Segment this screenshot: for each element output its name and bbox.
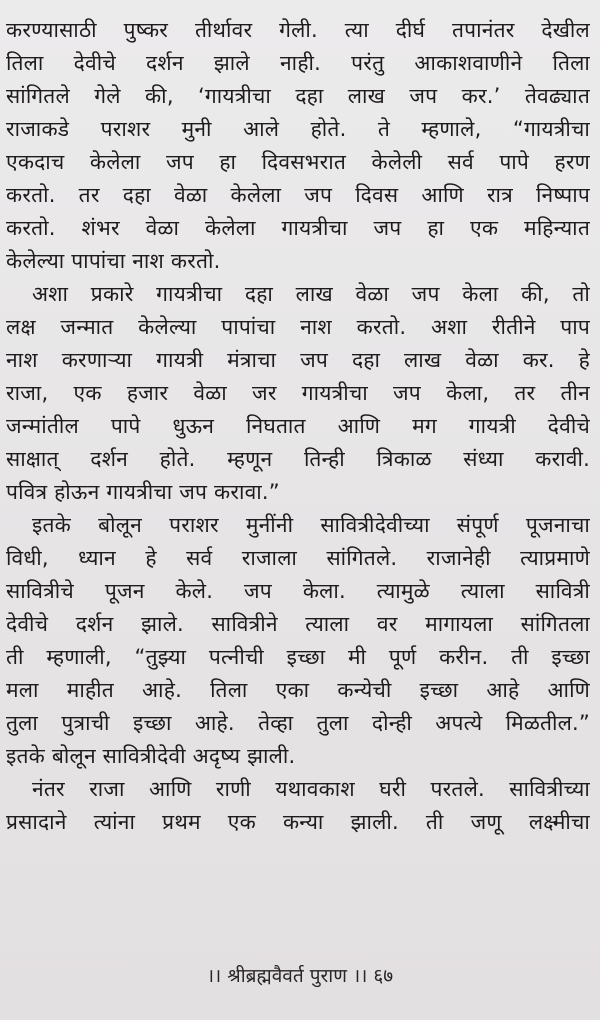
text-line: करतो. तर दहा वेळा केलेला जप दिवस आणि रात्र निष्पाप: [6, 183, 590, 207]
text-line: ती म्हणाली, “तुझ्या पत्नीची इच्छा मी पूर्ण करीन. ती इच्छा: [6, 645, 590, 669]
text-line: जन्मांतील पापे धुऊन निघतात आणि मग गायत्री देवीचे: [6, 414, 590, 438]
text-line: राजा, एक हजार वेळा जर गायत्रीचा जप केला, तर तीन: [6, 381, 590, 405]
text-line: पवित्र होऊन गायत्रीचा जप करावा.”: [6, 480, 280, 504]
text-line: लक्ष जन्मात केलेल्या पापांचा नाश करतो. अशा रीतीने पाप: [6, 315, 590, 339]
text-line: सावित्रीचे पूजन केले. जप केला. त्यामुळे त्याला सावित्री: [6, 579, 590, 603]
paragraph-start-line: इतके बोलून पराशर मुनींनी सावित्रीदेवीच्या संपूर्ण पूजनाचा: [32, 513, 590, 537]
text-line: राजाकडे पराशर मुनी आले होते. ते म्हणाले, “गायत्रीचा: [6, 117, 590, 141]
text-line: इतके बोलून सावित्रीदेवी अदृष्य झाली.: [6, 744, 296, 768]
text-line: केलेल्या पापांचा नाश करतो.: [6, 249, 221, 273]
text-line: देवीचे दर्शन झाले. सावित्रीने त्याला वर मागायला सांगितला: [6, 612, 590, 636]
text-line: सांगितले गेले की, ‘गायत्रीचा दहा लाख जप कर.’ तेवढ्यात: [6, 84, 590, 108]
text-line: तुला पुत्राची इच्छा आहे. तेव्हा तुला दोन्ही अपत्ये मिळतील.”: [6, 711, 590, 735]
paragraph-start-line: अशा प्रकारे गायत्रीचा दहा लाख वेळा जप केला की, तो: [32, 282, 590, 306]
text-line: करतो. शंभर वेळा केलेला गायत्रीचा जप हा एक महिन्यात: [6, 216, 590, 240]
text-line: नाश करणाऱ्या गायत्री मंत्राचा जप दहा लाख वेळा कर. हे: [6, 348, 590, 372]
page-body: [6, 14, 590, 839]
text-line: मला माहीत आहे. तिला एका कन्येची इच्छा आहे आणि: [6, 678, 590, 702]
text-line: साक्षात् दर्शन होते. म्हणून तिन्ही त्रिकाळ संध्या करावी.: [6, 447, 590, 471]
text-line: एकदाच केलेला जप हा दिवसभरात केलेली सर्व पापे हरण: [6, 150, 590, 174]
text-line: प्रसादाने त्यांना प्रथम एक कन्या झाली. ती जणू लक्ष्मीचा: [6, 810, 590, 834]
text-line: करण्यासाठी पुष्कर तीर्थावर गेली. त्या दीर्घ तपानंतर देखील: [6, 18, 590, 42]
text-line: तिला देवीचे दर्शन झाले नाही. परंतु आकाशवाणीने तिला: [6, 51, 590, 75]
text-line: विधी, ध्यान हे सर्व राजाला सांगितले. राजानेही त्याप्रमाणे: [6, 546, 590, 570]
page-footer: ।। श्रीब्रह्मवैवर्त पुराण ।। ६७: [206, 965, 394, 987]
paragraph-start-line: नंतर राजा आणि राणी यथावकाश घरी परतले. सावित्रीच्या: [32, 777, 590, 801]
